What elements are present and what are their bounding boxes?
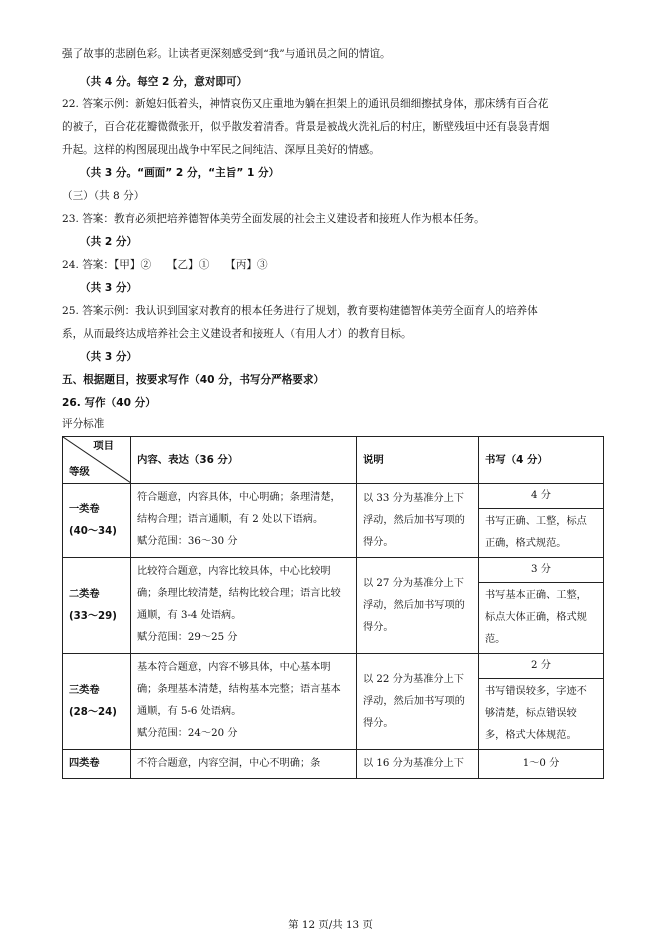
level-cell <box>63 484 131 558</box>
answer-text-line: 22. 答案示例：新媳妇低着头，神情哀伤又庄重地为躺在担架上的通讯员细细擦拭身体，那床绣有百合花 <box>62 98 549 110</box>
level-name: 二类卷 <box>69 588 100 600</box>
answer-text-line: 升起。这样的构图展现出战争中军民之间纯洁、深厚且美好的情感。 <box>62 144 380 156</box>
writing-cell <box>479 654 604 750</box>
writing-cell <box>479 558 604 654</box>
answer-text-line: 的被子，百合花花瓣微微张开，似乎散发着清香。背景是被战火洗礼后的村庄，断壁残垣中还有袅袅青烟 <box>62 121 550 133</box>
level-range: (28～24) <box>69 706 117 718</box>
note-cell: 以 27 分为基准分上下浮动，然后加书写项的得分。 <box>357 558 479 654</box>
answer-text-line: 系，从而最终达成培养社会主义建设者和接班人（有用人才）的教育目标。 <box>62 328 412 340</box>
level-cell <box>63 558 131 654</box>
score-range: 赋分范围：36～30 分 <box>137 536 238 547</box>
score-note: （共 3 分） <box>80 351 138 363</box>
level-name: 一类卷 <box>69 503 100 515</box>
writing-score: 2 分 <box>479 654 603 679</box>
table-caption: 评分标准 <box>62 418 105 430</box>
note-cell: 以 16 分为基准分上下 <box>357 750 479 779</box>
score-range: 赋分范围：24～20 分 <box>137 728 238 739</box>
table-row <box>63 558 604 654</box>
content-criteria: 不符合题意，内容空洞，中心不明确；条 <box>137 758 321 769</box>
level-cell <box>63 654 131 750</box>
writing-score: 4 分 <box>479 484 603 509</box>
column-header: 说明 <box>357 437 479 484</box>
content-cell <box>131 558 357 654</box>
level-cell <box>63 750 131 779</box>
note-cell: 以 22 分为基准分上下浮动，然后加书写项的得分。 <box>357 654 479 750</box>
corner-label-item: 项目 <box>93 440 114 452</box>
content-criteria: 基本符合题意，内容不够具体，中心基本明确；条理基本清楚，结构基本完整；语言基本通顺，有 5-6 处语病。 <box>137 662 341 717</box>
grading-table <box>62 436 604 779</box>
writing-score: 1～0 分 <box>479 750 604 779</box>
writing-cell <box>479 484 604 558</box>
section-heading: （三）（共 8 分） <box>62 190 145 202</box>
content-cell <box>131 654 357 750</box>
score-note: （共 3 分） <box>80 282 138 294</box>
table-row <box>63 484 604 558</box>
table-row <box>63 654 604 750</box>
page-number: 第 12 页/共 13 页 <box>288 919 373 931</box>
note-cell: 以 33 分为基准分上下浮动，然后加书写项的得分。 <box>357 484 479 558</box>
column-header: 书写（4 分） <box>479 437 604 484</box>
content-criteria: 比较符合题意，内容比较具体，中心比较明确；条理比较清楚，结构比较合理；语言比较通顺，有 3-4 处语病。 <box>137 566 341 621</box>
writing-criteria: 书写正确、工整，标点正确，格式规范。 <box>485 516 587 549</box>
answer-text-line: 25. 答案示例：我认识到国家对教育的根本任务进行了规划，教育要构建德智体美劳全面育人的培养体 <box>62 305 538 317</box>
score-note: （共 3 分。“画面” 2 分，“主旨” 1 分） <box>80 167 280 179</box>
answer-text-line: 24. 答案：【甲】② 【乙】① 【丙】③ <box>62 259 268 271</box>
table-row <box>63 750 604 779</box>
answer-text-line: 23. 答案：教育必须把培养德智体美劳全面发展的社会主义建设者和接班人作为根本任务。 <box>62 213 485 225</box>
level-range: (40～34) <box>69 525 117 537</box>
answer-text-line: 强了故事的悲剧色彩。让读者更深刻感受到“我”与通讯员之间的情谊。 <box>62 48 391 60</box>
score-range: 赋分范围：29～25 分 <box>137 632 238 643</box>
corner-label-level: 等级 <box>69 466 90 478</box>
diagonal-header-cell <box>63 437 131 484</box>
score-note: （共 4 分。每空 2 分，意对即可） <box>80 76 248 88</box>
level-name: 四类卷 <box>69 758 100 769</box>
column-header: 内容、表达（36 分） <box>131 437 357 484</box>
section-heading: 五、根据题目，按要求写作（40 分，书写分严格要求） <box>62 374 325 386</box>
writing-criteria: 书写基本正确、工整，标点大体正确，格式规范。 <box>485 590 587 645</box>
writing-criteria: 书写错误较多，字迹不够清楚，标点错误较多，格式大体规范。 <box>485 686 587 741</box>
content-cell <box>131 484 357 558</box>
question-heading: 26. 写作（40 分） <box>62 397 156 409</box>
content-criteria: 符合题意，内容具体，中心明确；条理清楚，结构合理；语言通顺，有 2 处以下语病。 <box>137 492 341 525</box>
content-cell <box>131 750 357 779</box>
level-range: (33～29) <box>69 610 117 622</box>
table-header-row <box>63 437 604 484</box>
score-note: （共 2 分） <box>80 236 138 248</box>
level-name: 三类卷 <box>69 684 100 696</box>
writing-score: 3 分 <box>479 558 603 583</box>
